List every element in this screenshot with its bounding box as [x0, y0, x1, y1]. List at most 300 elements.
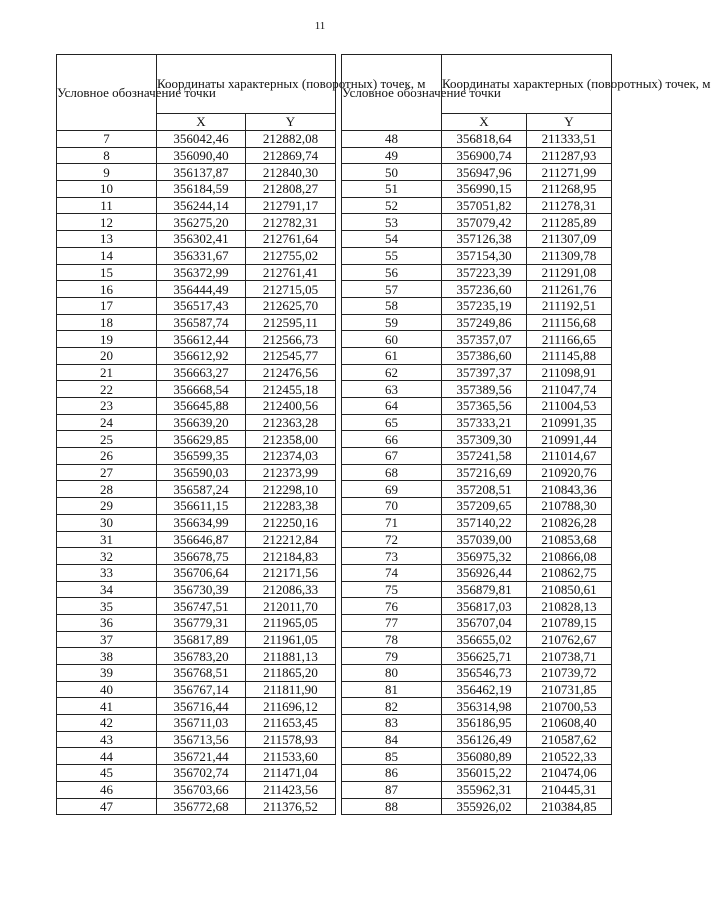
- table-row: [57, 698, 336, 715]
- point-number-cell: 77: [342, 614, 442, 631]
- y-coordinate-cell: 212808,27: [246, 181, 336, 198]
- table-row: [342, 665, 612, 682]
- point-number-cell: 43: [57, 731, 157, 748]
- point-number-cell: 32: [57, 548, 157, 565]
- y-coordinate-cell: 210384,85: [527, 798, 612, 815]
- x-coordinate-cell: 356186,95: [442, 715, 527, 732]
- table-row: [342, 281, 612, 298]
- table-row: [342, 448, 612, 465]
- y-coordinate-cell: 212184,83: [246, 548, 336, 565]
- x-coordinate-cell: 356612,44: [157, 331, 246, 348]
- y-coordinate-cell: 212782,31: [246, 214, 336, 231]
- point-number-cell: 88: [342, 798, 442, 815]
- table-row: [57, 548, 336, 565]
- x-coordinate-cell: 357389,56: [442, 381, 527, 398]
- table-row: [342, 331, 612, 348]
- point-number-cell: 8: [57, 147, 157, 164]
- y-coordinate-cell: 212212,84: [246, 531, 336, 548]
- x-coordinate-cell: 356372,99: [157, 264, 246, 281]
- table-row: [57, 398, 336, 415]
- y-coordinate-cell: 210843,36: [527, 481, 612, 498]
- table-row: [57, 264, 336, 281]
- table-row: [57, 498, 336, 515]
- table-row: [57, 414, 336, 431]
- y-coordinate-cell: 210828,13: [527, 598, 612, 615]
- point-number-cell: 22: [57, 381, 157, 398]
- x-coordinate-cell: 357216,69: [442, 464, 527, 481]
- table-row: [57, 448, 336, 465]
- y-coordinate-cell: 210608,40: [527, 715, 612, 732]
- y-coordinate-cell: 212761,41: [246, 264, 336, 281]
- x-coordinate-cell: 357140,22: [442, 514, 527, 531]
- table-row: [57, 681, 336, 698]
- y-coordinate-cell: 211307,09: [527, 231, 612, 248]
- x-coordinate-cell: 356275,20: [157, 214, 246, 231]
- table-row: [57, 614, 336, 631]
- y-coordinate-cell: 210991,35: [527, 414, 612, 431]
- y-coordinate-cell: 210826,28: [527, 514, 612, 531]
- x-coordinate-cell: 356926,44: [442, 564, 527, 581]
- y-coordinate-cell: 211192,51: [527, 297, 612, 314]
- point-number-cell: 65: [342, 414, 442, 431]
- table-row: [342, 581, 612, 598]
- point-number-cell: 63: [342, 381, 442, 398]
- point-number-cell: 49: [342, 147, 442, 164]
- table-row: [342, 631, 612, 648]
- coordinates-table-right: [341, 54, 711, 815]
- point-number-cell: 28: [57, 481, 157, 498]
- x-coordinate-cell: 357209,65: [442, 498, 527, 515]
- table-row: [342, 231, 612, 248]
- point-number-cell: 54: [342, 231, 442, 248]
- x-column-header: X: [442, 114, 527, 131]
- y-coordinate-cell: 211376,52: [246, 798, 336, 815]
- point-number-cell: 80: [342, 665, 442, 682]
- point-number-cell: 34: [57, 581, 157, 598]
- y-coordinate-cell: 212476,56: [246, 364, 336, 381]
- x-coordinate-cell: 357236,60: [442, 281, 527, 298]
- x-coordinate-cell: 356767,14: [157, 681, 246, 698]
- x-coordinate-cell: 357365,56: [442, 398, 527, 415]
- y-coordinate-cell: 210474,06: [527, 765, 612, 782]
- table-row: [342, 781, 612, 798]
- table-row: [342, 181, 612, 198]
- y-coordinate-cell: 211098,91: [527, 364, 612, 381]
- table-row: [342, 381, 612, 398]
- y-coordinate-cell: 212373,99: [246, 464, 336, 481]
- x-coordinate-cell: 355962,31: [442, 781, 527, 798]
- point-number-cell: 57: [342, 281, 442, 298]
- y-coordinate-cell: 210739,72: [527, 665, 612, 682]
- point-number-cell: 83: [342, 715, 442, 732]
- y-coordinate-cell: 212363,28: [246, 414, 336, 431]
- y-coordinate-cell: 210850,61: [527, 581, 612, 598]
- y-coordinate-cell: 210587,62: [527, 731, 612, 748]
- point-number-cell: 44: [57, 748, 157, 765]
- point-number-cell: 72: [342, 531, 442, 548]
- x-coordinate-cell: 356678,75: [157, 548, 246, 565]
- x-coordinate-cell: 357397,37: [442, 364, 527, 381]
- y-coordinate-cell: 212545,77: [246, 347, 336, 364]
- point-number-cell: 33: [57, 564, 157, 581]
- x-coordinate-cell: 356817,89: [157, 631, 246, 648]
- x-column-header: X: [157, 114, 246, 131]
- x-coordinate-cell: 357039,00: [442, 531, 527, 548]
- x-coordinate-cell: 356015,22: [442, 765, 527, 782]
- x-coordinate-cell: 357249,86: [442, 314, 527, 331]
- x-coordinate-cell: 356331,67: [157, 247, 246, 264]
- table-row: [57, 314, 336, 331]
- y-coordinate-cell: 212882,08: [246, 131, 336, 148]
- point-number-cell: 46: [57, 781, 157, 798]
- table-row: [342, 715, 612, 732]
- table-row: [342, 147, 612, 164]
- y-coordinate-cell: 210700,53: [527, 698, 612, 715]
- point-number-cell: 58: [342, 297, 442, 314]
- x-coordinate-cell: 356668,54: [157, 381, 246, 398]
- x-coordinate-cell: 357386,60: [442, 347, 527, 364]
- x-coordinate-cell: 356990,15: [442, 181, 527, 198]
- x-coordinate-cell: 356817,03: [442, 598, 527, 615]
- y-coordinate-cell: 212755,02: [246, 247, 336, 264]
- table-row: [342, 731, 612, 748]
- x-coordinate-cell: 356517,43: [157, 297, 246, 314]
- table-row: [57, 748, 336, 765]
- point-number-cell: 19: [57, 331, 157, 348]
- x-coordinate-cell: 356783,20: [157, 648, 246, 665]
- x-coordinate-cell: 356629,85: [157, 431, 246, 448]
- point-number-cell: 40: [57, 681, 157, 698]
- table-row: [57, 381, 336, 398]
- table-row: [57, 665, 336, 682]
- table-row: [57, 331, 336, 348]
- y-coordinate-cell: 212455,18: [246, 381, 336, 398]
- table-row: [342, 264, 612, 281]
- point-number-cell: 68: [342, 464, 442, 481]
- x-coordinate-cell: 356721,44: [157, 748, 246, 765]
- x-coordinate-cell: 356779,31: [157, 614, 246, 631]
- table-row: [342, 464, 612, 481]
- x-coordinate-cell: 356900,74: [442, 147, 527, 164]
- y-coordinate-cell: 211333,51: [527, 131, 612, 148]
- point-number-cell: 15: [57, 264, 157, 281]
- table-row: [57, 364, 336, 381]
- x-coordinate-cell: 356126,49: [442, 731, 527, 748]
- y-coordinate-cell: 211285,89: [527, 214, 612, 231]
- point-number-cell: 30: [57, 514, 157, 531]
- x-coordinate-cell: 357223,39: [442, 264, 527, 281]
- x-coordinate-cell: 356546,73: [442, 665, 527, 682]
- y-coordinate-cell: 212171,56: [246, 564, 336, 581]
- y-coordinate-cell: 212400,56: [246, 398, 336, 415]
- point-number-cell: 67: [342, 448, 442, 465]
- table-row: [57, 464, 336, 481]
- point-number-cell: 70: [342, 498, 442, 515]
- y-coordinate-cell: 211965,05: [246, 614, 336, 631]
- x-coordinate-cell: 356711,03: [157, 715, 246, 732]
- x-coordinate-cell: 356184,59: [157, 181, 246, 198]
- table-row: [342, 364, 612, 381]
- x-coordinate-cell: 356879,81: [442, 581, 527, 598]
- x-coordinate-cell: 356772,68: [157, 798, 246, 815]
- x-coordinate-cell: 356730,39: [157, 581, 246, 598]
- table-row: [57, 631, 336, 648]
- point-number-cell: 42: [57, 715, 157, 732]
- point-number-cell: 84: [342, 731, 442, 748]
- table-row: [342, 798, 612, 815]
- x-coordinate-cell: 356702,74: [157, 765, 246, 782]
- x-coordinate-cell: 357079,42: [442, 214, 527, 231]
- table-row: [342, 748, 612, 765]
- point-number-cell: 59: [342, 314, 442, 331]
- x-coordinate-cell: 357235,19: [442, 297, 527, 314]
- table-row: [342, 598, 612, 615]
- y-coordinate-cell: 212298,10: [246, 481, 336, 498]
- table-row: [57, 765, 336, 782]
- y-coordinate-cell: 210738,71: [527, 648, 612, 665]
- table-row: [342, 698, 612, 715]
- table-row: [57, 131, 336, 148]
- point-number-cell: 27: [57, 464, 157, 481]
- point-number-cell: 81: [342, 681, 442, 698]
- y-coordinate-cell: 211309,78: [527, 247, 612, 264]
- table-row: [342, 514, 612, 531]
- table-row: [342, 398, 612, 415]
- y-coordinate-cell: 212715,05: [246, 281, 336, 298]
- table-row: [57, 648, 336, 665]
- y-coordinate-cell: 211047,74: [527, 381, 612, 398]
- table-row: [57, 431, 336, 448]
- x-coordinate-cell: 356663,27: [157, 364, 246, 381]
- table-row: [57, 481, 336, 498]
- table-row: [342, 681, 612, 698]
- x-coordinate-cell: 356314,98: [442, 698, 527, 715]
- coordinates-group-header: Координаты характерных (поворотных) точек, м: [157, 55, 336, 114]
- point-number-cell: 25: [57, 431, 157, 448]
- point-number-cell: 86: [342, 765, 442, 782]
- point-number-cell: 21: [57, 364, 157, 381]
- point-column-header: Условное обозначение точки: [342, 55, 442, 131]
- y-coordinate-cell: 212791,17: [246, 197, 336, 214]
- y-coordinate-cell: 211811,90: [246, 681, 336, 698]
- x-coordinate-cell: 356612,92: [157, 347, 246, 364]
- x-coordinate-cell: 356611,15: [157, 498, 246, 515]
- point-number-cell: 36: [57, 614, 157, 631]
- y-coordinate-cell: 211471,04: [246, 765, 336, 782]
- y-coordinate-cell: 211287,93: [527, 147, 612, 164]
- y-coordinate-cell: 211278,31: [527, 197, 612, 214]
- point-number-cell: 64: [342, 398, 442, 415]
- x-coordinate-cell: 356042,46: [157, 131, 246, 148]
- y-coordinate-cell: 210853,68: [527, 531, 612, 548]
- x-coordinate-cell: 356080,89: [442, 748, 527, 765]
- y-coordinate-cell: 210445,31: [527, 781, 612, 798]
- table-row: [342, 531, 612, 548]
- y-coordinate-cell: 211014,67: [527, 448, 612, 465]
- x-coordinate-cell: 356590,03: [157, 464, 246, 481]
- table-row: [342, 614, 612, 631]
- table-row: [342, 347, 612, 364]
- table-row: [57, 164, 336, 181]
- y-coordinate-cell: 212761,64: [246, 231, 336, 248]
- y-coordinate-cell: 210866,08: [527, 548, 612, 565]
- x-coordinate-cell: 356706,64: [157, 564, 246, 581]
- x-coordinate-cell: 356587,24: [157, 481, 246, 498]
- table-row: [57, 581, 336, 598]
- y-coordinate-cell: 210862,75: [527, 564, 612, 581]
- point-number-cell: 37: [57, 631, 157, 648]
- point-number-cell: 56: [342, 264, 442, 281]
- point-number-cell: 66: [342, 431, 442, 448]
- table-row: [57, 781, 336, 798]
- x-coordinate-cell: 357051,82: [442, 197, 527, 214]
- point-number-cell: 79: [342, 648, 442, 665]
- y-coordinate-cell: 211271,99: [527, 164, 612, 181]
- x-coordinate-cell: 356947,96: [442, 164, 527, 181]
- table-row: [57, 514, 336, 531]
- point-number-cell: 82: [342, 698, 442, 715]
- x-coordinate-cell: 357126,38: [442, 231, 527, 248]
- coordinates-table-left: [56, 54, 426, 815]
- y-coordinate-cell: 210522,33: [527, 748, 612, 765]
- table-row: [57, 347, 336, 364]
- y-coordinate-cell: 210731,85: [527, 681, 612, 698]
- table-row: [342, 414, 612, 431]
- x-coordinate-cell: 356707,04: [442, 614, 527, 631]
- point-number-cell: 52: [342, 197, 442, 214]
- point-number-cell: 14: [57, 247, 157, 264]
- y-column-header: Y: [246, 114, 336, 131]
- point-column-header: Условное обозначение точки: [57, 55, 157, 131]
- point-number-cell: 78: [342, 631, 442, 648]
- y-coordinate-cell: 212869,74: [246, 147, 336, 164]
- table-row: [342, 564, 612, 581]
- x-coordinate-cell: 357208,51: [442, 481, 527, 498]
- x-coordinate-cell: 356818,64: [442, 131, 527, 148]
- y-coordinate-cell: 211291,08: [527, 264, 612, 281]
- point-number-cell: 55: [342, 247, 442, 264]
- x-coordinate-cell: 356768,51: [157, 665, 246, 682]
- table-row: [57, 197, 336, 214]
- x-coordinate-cell: 356713,56: [157, 731, 246, 748]
- y-coordinate-cell: 212374,03: [246, 448, 336, 465]
- y-column-header: Y: [527, 114, 612, 131]
- point-number-cell: 24: [57, 414, 157, 431]
- x-coordinate-cell: 357333,21: [442, 414, 527, 431]
- y-coordinate-cell: 211145,88: [527, 347, 612, 364]
- table-row: [342, 765, 612, 782]
- point-number-cell: 11: [57, 197, 157, 214]
- point-number-cell: 18: [57, 314, 157, 331]
- y-coordinate-cell: 210788,30: [527, 498, 612, 515]
- y-coordinate-cell: 212625,70: [246, 297, 336, 314]
- table-row: [57, 715, 336, 732]
- table-row: [342, 481, 612, 498]
- table-row: [342, 131, 612, 148]
- y-coordinate-cell: 211261,76: [527, 281, 612, 298]
- point-number-cell: 85: [342, 748, 442, 765]
- y-coordinate-cell: 212283,38: [246, 498, 336, 515]
- point-number-cell: 13: [57, 231, 157, 248]
- point-number-cell: 45: [57, 765, 157, 782]
- table-row: [342, 247, 612, 264]
- point-number-cell: 51: [342, 181, 442, 198]
- table-row: [342, 314, 612, 331]
- point-number-cell: 16: [57, 281, 157, 298]
- point-number-cell: 62: [342, 364, 442, 381]
- point-number-cell: 50: [342, 164, 442, 181]
- table-row: [342, 498, 612, 515]
- x-coordinate-cell: 356716,44: [157, 698, 246, 715]
- table-row: [57, 214, 336, 231]
- table-row: [57, 798, 336, 815]
- point-number-cell: 17: [57, 297, 157, 314]
- table-row: [342, 297, 612, 314]
- table-row: [57, 247, 336, 264]
- point-number-cell: 53: [342, 214, 442, 231]
- y-coordinate-cell: 211533,60: [246, 748, 336, 765]
- point-number-cell: 20: [57, 347, 157, 364]
- point-number-cell: 60: [342, 331, 442, 348]
- x-coordinate-cell: 357154,30: [442, 247, 527, 264]
- x-coordinate-cell: 356599,35: [157, 448, 246, 465]
- point-number-cell: 71: [342, 514, 442, 531]
- y-coordinate-cell: 211653,45: [246, 715, 336, 732]
- coordinates-group-header: Координаты характерных (поворотных) точек, м: [442, 55, 612, 114]
- y-coordinate-cell: 211961,05: [246, 631, 336, 648]
- point-number-cell: 7: [57, 131, 157, 148]
- table-row: [57, 731, 336, 748]
- x-coordinate-cell: 356302,41: [157, 231, 246, 248]
- table-row: [57, 231, 336, 248]
- x-coordinate-cell: 355926,02: [442, 798, 527, 815]
- table-row: [57, 531, 336, 548]
- y-coordinate-cell: 210789,15: [527, 614, 612, 631]
- y-coordinate-cell: 210920,76: [527, 464, 612, 481]
- point-number-cell: 61: [342, 347, 442, 364]
- point-number-cell: 9: [57, 164, 157, 181]
- x-coordinate-cell: 356625,71: [442, 648, 527, 665]
- table-row: [57, 181, 336, 198]
- table-row: [57, 297, 336, 314]
- table-row: [342, 648, 612, 665]
- point-number-cell: 73: [342, 548, 442, 565]
- x-coordinate-cell: 356444,49: [157, 281, 246, 298]
- x-coordinate-cell: 356747,51: [157, 598, 246, 615]
- y-coordinate-cell: 210991,44: [527, 431, 612, 448]
- table-row: [342, 164, 612, 181]
- y-coordinate-cell: 211156,68: [527, 314, 612, 331]
- x-coordinate-cell: 357241,58: [442, 448, 527, 465]
- x-coordinate-cell: 356634,99: [157, 514, 246, 531]
- y-coordinate-cell: 212566,73: [246, 331, 336, 348]
- y-coordinate-cell: 211268,95: [527, 181, 612, 198]
- point-number-cell: 31: [57, 531, 157, 548]
- point-number-cell: 41: [57, 698, 157, 715]
- x-coordinate-cell: 356244,14: [157, 197, 246, 214]
- x-coordinate-cell: 356137,87: [157, 164, 246, 181]
- y-coordinate-cell: 211696,12: [246, 698, 336, 715]
- table-row: [57, 147, 336, 164]
- y-coordinate-cell: 211423,56: [246, 781, 336, 798]
- point-number-cell: 76: [342, 598, 442, 615]
- point-number-cell: 29: [57, 498, 157, 515]
- table-row: [342, 548, 612, 565]
- point-number-cell: 35: [57, 598, 157, 615]
- y-coordinate-cell: 212011,70: [246, 598, 336, 615]
- x-coordinate-cell: 356646,87: [157, 531, 246, 548]
- point-number-cell: 38: [57, 648, 157, 665]
